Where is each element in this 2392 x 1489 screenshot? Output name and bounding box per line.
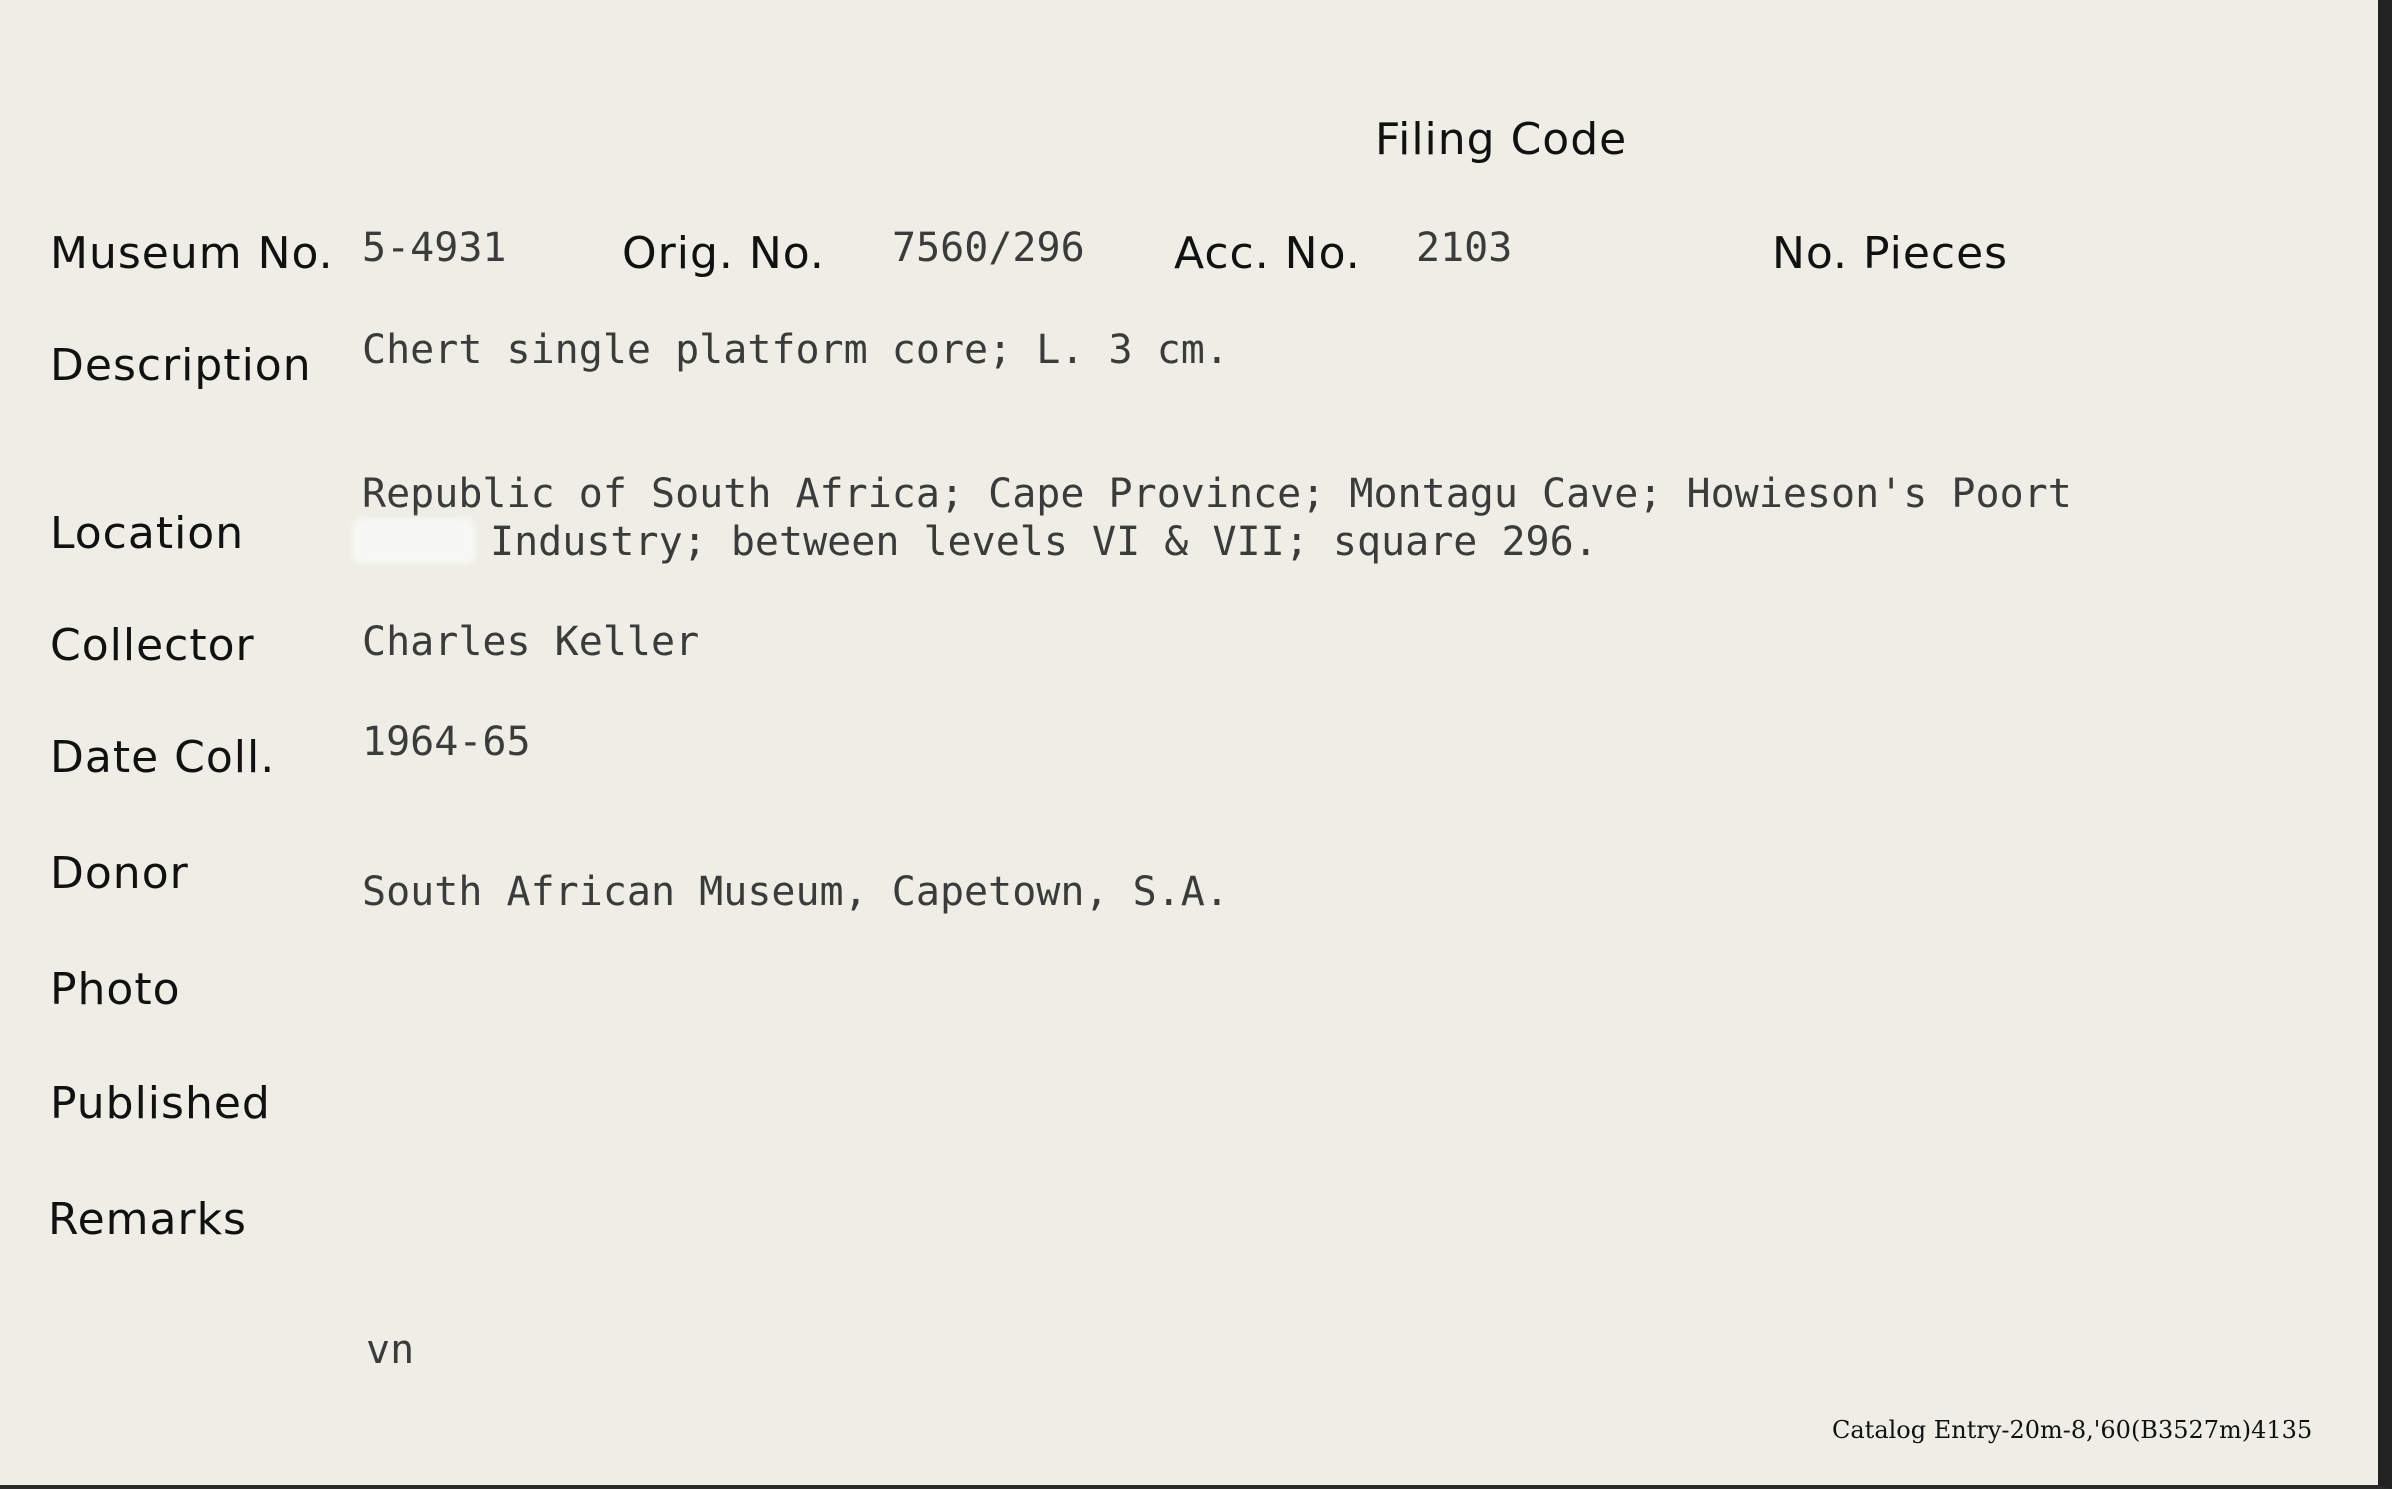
museum-no-value: 5-4931	[362, 225, 507, 271]
form-footer: Catalog Entry-20m-8,'60(B3527m)4135	[1832, 1416, 2313, 1444]
cataloger-initials: vn	[366, 1327, 415, 1373]
date-coll-label: Date Coll.	[50, 732, 276, 783]
donor-value: South African Museum, Capetown, S.A.	[362, 869, 1229, 915]
acc-no-label: Acc. No.	[1174, 228, 1361, 279]
orig-no-label: Orig. No.	[622, 228, 825, 279]
date-coll-value: 1964-65	[362, 719, 531, 765]
acc-no-value: 2103	[1416, 225, 1513, 271]
collector-label: Collector	[50, 620, 255, 671]
location-label: Location	[50, 508, 245, 559]
location-line-1: Republic of South Africa; Cape Province; Montagu Cave; Howieson's Poort	[362, 471, 2072, 517]
published-label: Published	[50, 1078, 271, 1129]
orig-no-value: 7560/296	[892, 225, 1085, 271]
museum-no-label: Museum No.	[50, 228, 334, 279]
correction-smudge	[352, 518, 476, 564]
donor-label: Donor	[50, 848, 189, 899]
description-label: Description	[50, 340, 312, 391]
photo-label: Photo	[50, 964, 181, 1015]
location-line-2: Industry; between levels VI & VII; square 296.	[490, 519, 1598, 565]
collector-value: Charles Keller	[362, 619, 700, 665]
remarks-label: Remarks	[48, 1194, 247, 1245]
filing-code-label: Filing Code	[1375, 114, 1628, 165]
description-value: Chert single platform core; L. 3 cm.	[362, 327, 1229, 373]
no-pieces-label: No. Pieces	[1772, 228, 2009, 279]
